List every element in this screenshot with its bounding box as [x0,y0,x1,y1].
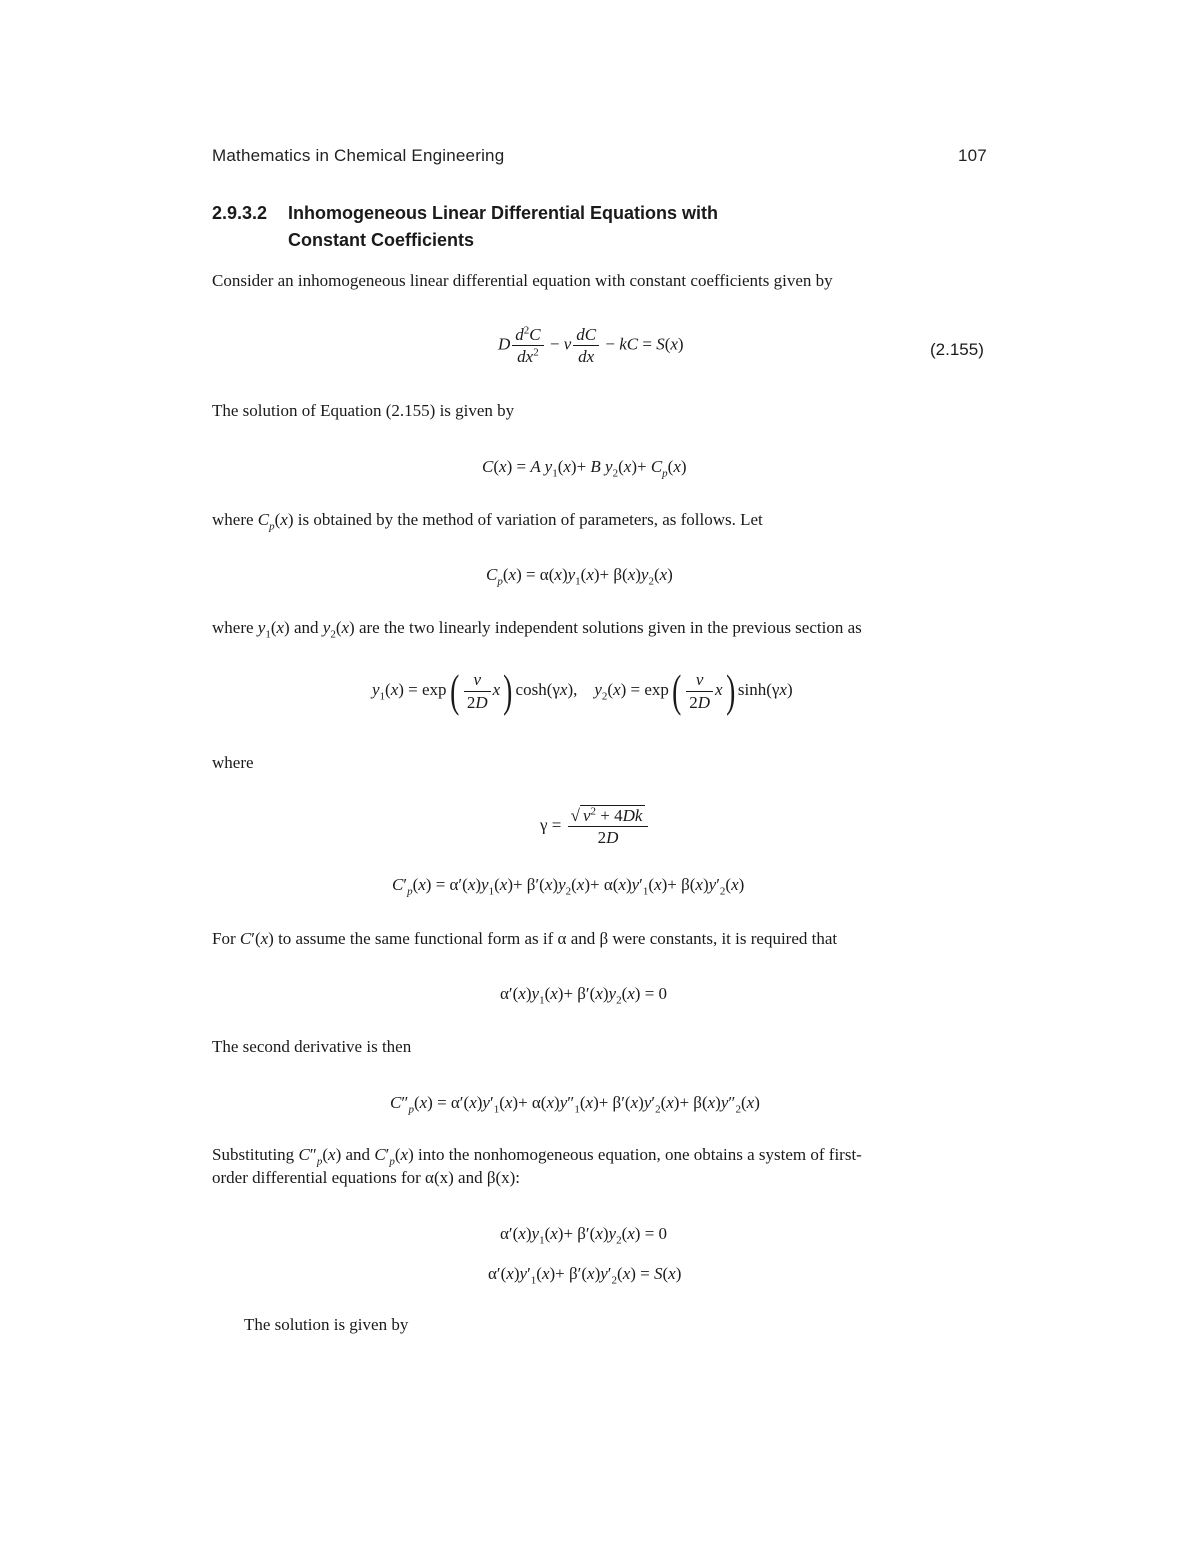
equation-cp-prime: $C'_p(x) = \alpha'(x)y_1(x)+ \beta'(x)y_2(x)+ \alpha(x)y'_1(x)+ \beta(x)y'_2(x)$ [392,875,745,898]
equation-system-1: $\alpha'(x)y_1(x)+ \beta'(x)y_2(x) = 0$ [500,1224,668,1247]
subst-mid: and [345,1145,371,1164]
equation-y1-y2: $y_1(x) = \exp$( $\frac{v}{2D}$ x) cosh(γx), $y_2(x) = \exp$( $\frac{v}{2D}$ x) sinh(γx) [372,665,793,716]
equation-constraint: $\alpha'(x)y_1(x)+ \beta'(x)y_2(x) = 0$ [500,984,668,1007]
for-pre: For [212,929,236,948]
equation-cp-double-prime: $C''_p(x) = \alpha'(x)y'_1(x)+ \alpha(x)y''_1(x)+ \beta'(x)y'_2(x)+ \beta(x)y''_2(x)$ [390,1093,760,1116]
paragraph-solution-intro: The solution of Equation (2.155) is given by [212,401,515,420]
section-title-line2: Constant Coefficients [288,230,475,250]
paragraph-y-intro: where $y_1(x)$ and $y_2(x)$ are the two linearly independent solutions given in the previous section as [212,618,862,641]
for-mid: to assume the same functional form as if α and β were constants, it is required that [278,929,838,948]
section-title-line1: Inhomogeneous Linear Differential Equations with [288,203,719,223]
equation-gamma: γ = $\frac{√ v^2 + 4Dk}{2D}$ [540,805,650,849]
subst-post: into the nonhomogeneous equation, one obtains a system of first- [418,1145,862,1164]
paragraph-substituting-line2: order differential equations for α(x) and β(x): [212,1168,521,1187]
equation-2-155: D $\frac{d^2C}{dx^2}$ − v $\frac{dC}{dx}$ − kC = S(x) [498,324,684,367]
equation-system-2: $\alpha'(x)y'_1(x)+ \beta'(x)y'_2(x) = S(x)$ [488,1264,682,1287]
cp-intro-post: is obtained by the method of variation of parameters, as follows. Let [297,510,763,529]
paragraph-second-derivative: The second derivative is then [212,1037,412,1056]
paragraph-final: The solution is given by [244,1315,409,1334]
paragraph-for: For C′(x) to assume the same functional form as if α and β were constants, it is required that [212,929,838,948]
equation-general-solution: C(x) = A $y_1(x)+ B$ $y_2(x)+ C_p(x)$ [482,457,687,480]
equation-cp-definition: $C_p(x) = \alpha(x)y_1(x)+ \beta(x)y_2(x)$ [486,565,673,588]
paragraph-substituting-line1: Substituting $C''_p(x)$ and $C'_p(x)$ into the nonhomogeneous equation, one obtains a system of first- [212,1145,862,1168]
page-number: 107 [958,146,987,165]
paragraph-cp-intro: where $C_p(x)$ is obtained by the method of variation of parameters, as follows. Let [212,510,763,533]
cp-intro-pre: where [212,510,254,529]
running-title: Mathematics in Chemical Engineering [212,146,505,165]
subst-pre: Substituting [212,1145,295,1164]
paragraph-where: where [212,753,254,772]
y-intro-pre: where [212,618,254,637]
equation-number: (2.155) [930,340,984,359]
y-intro-mid: and [293,618,319,637]
y-intro-post: are the two linearly independent solutions given in the previous section as [358,618,862,637]
section-number: 2.9.3.2 [212,203,268,223]
paragraph-intro: Consider an inhomogeneous linear differential equation with constant coefficients given by [212,271,833,290]
